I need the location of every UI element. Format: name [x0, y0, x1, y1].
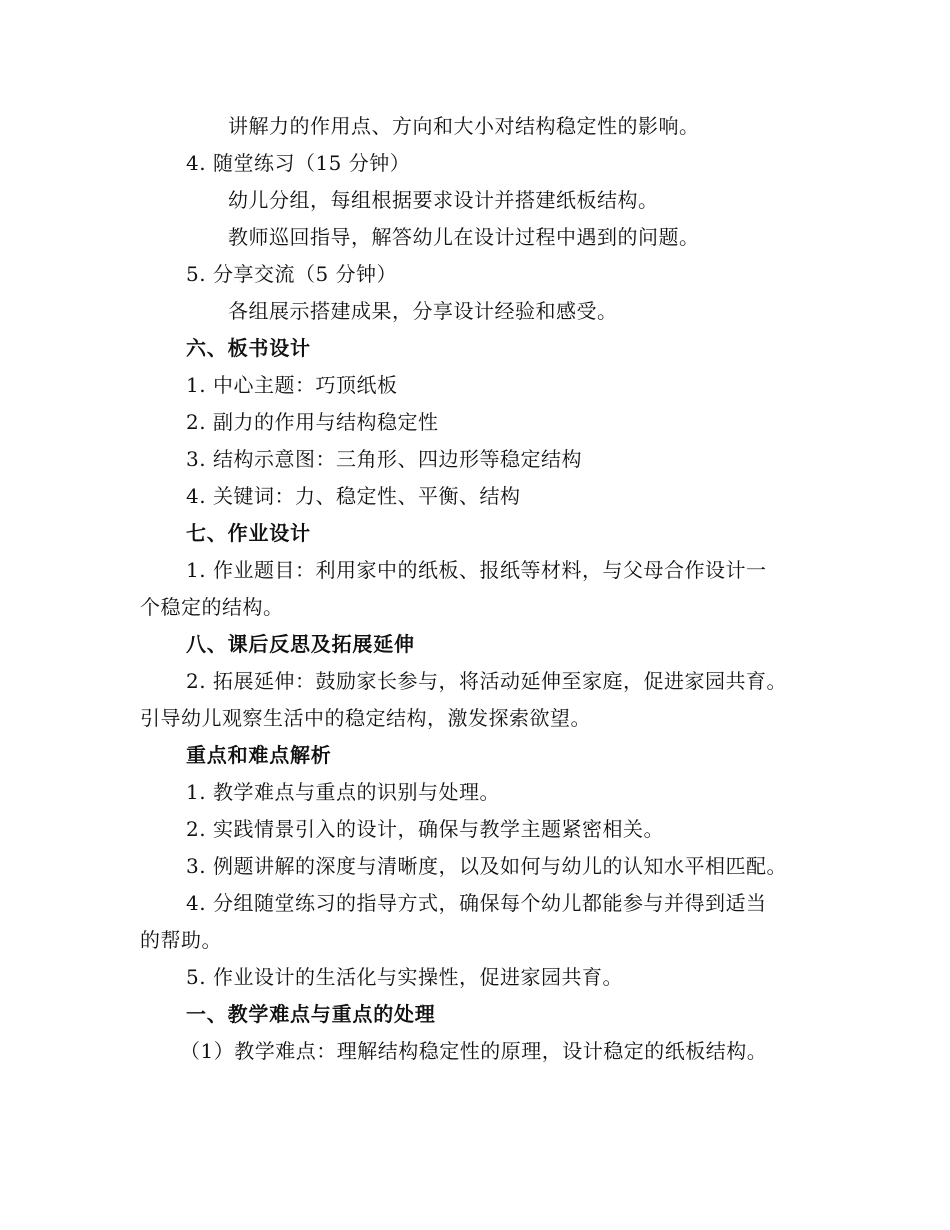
section-heading: 六、板书设计: [186, 336, 311, 360]
list-item: 4. 随堂练习（15 分钟）: [186, 151, 411, 175]
text-line: 教师巡回指导，解答幼儿在设计过程中遇到的问题。: [228, 225, 700, 249]
text-line: 的帮助。: [140, 928, 222, 952]
list-item: 5. 分享交流（5 分钟）: [186, 262, 398, 286]
list-item: 3. 例题讲解的深度与清晰度，以及如何与幼儿的认知水平相匹配。: [186, 854, 787, 878]
list-item: 1. 教学难点与重点的识别与处理。: [186, 780, 500, 804]
section-heading: 重点和难点解析: [186, 743, 332, 767]
section-heading: 七、作业设计: [186, 521, 311, 545]
list-item: 3. 结构示意图：三角形、四边形等稳定结构: [186, 447, 582, 471]
list-item: 1. 作业题目：利用家中的纸板、报纸等材料，与父母合作设计一: [186, 558, 767, 582]
list-item: 2. 实践情景引入的设计，确保与教学主题紧密相关。: [186, 817, 664, 841]
text-line: 各组展示搭建成果，分享设计经验和感受。: [228, 299, 618, 323]
text-line: （1）教学难点：理解结构稳定性的原理，设计稳定的纸板结构。: [180, 1039, 768, 1063]
text-line: 讲解力的作用点、方向和大小对结构稳定性的影响。: [228, 114, 700, 138]
text-line: 引导幼儿观察生活中的稳定结构，激发探索欲望。: [140, 706, 591, 730]
list-item: 4. 关键词：力、稳定性、平衡、结构: [186, 484, 521, 508]
text-line: 个稳定的结构。: [140, 595, 284, 619]
list-item: 4. 分组随堂练习的指导方式，确保每个幼儿都能参与并得到适当: [186, 891, 767, 915]
list-item: 2. 副力的作用与结构稳定性: [186, 410, 439, 434]
list-item: 1. 中心主题：巧顶纸板: [186, 373, 398, 397]
section-heading: 八、课后反思及拓展延伸: [186, 632, 415, 656]
text-line: 幼儿分组，每组根据要求设计并搭建纸板结构。: [228, 188, 659, 212]
section-heading: 一、教学难点与重点的处理: [186, 1002, 436, 1026]
list-item: 5. 作业设计的生活化与实操性，促进家园共育。: [186, 965, 623, 989]
list-item: 2. 拓展延伸：鼓励家长参与，将活动延伸至家庭，促进家园共育。: [186, 669, 787, 693]
